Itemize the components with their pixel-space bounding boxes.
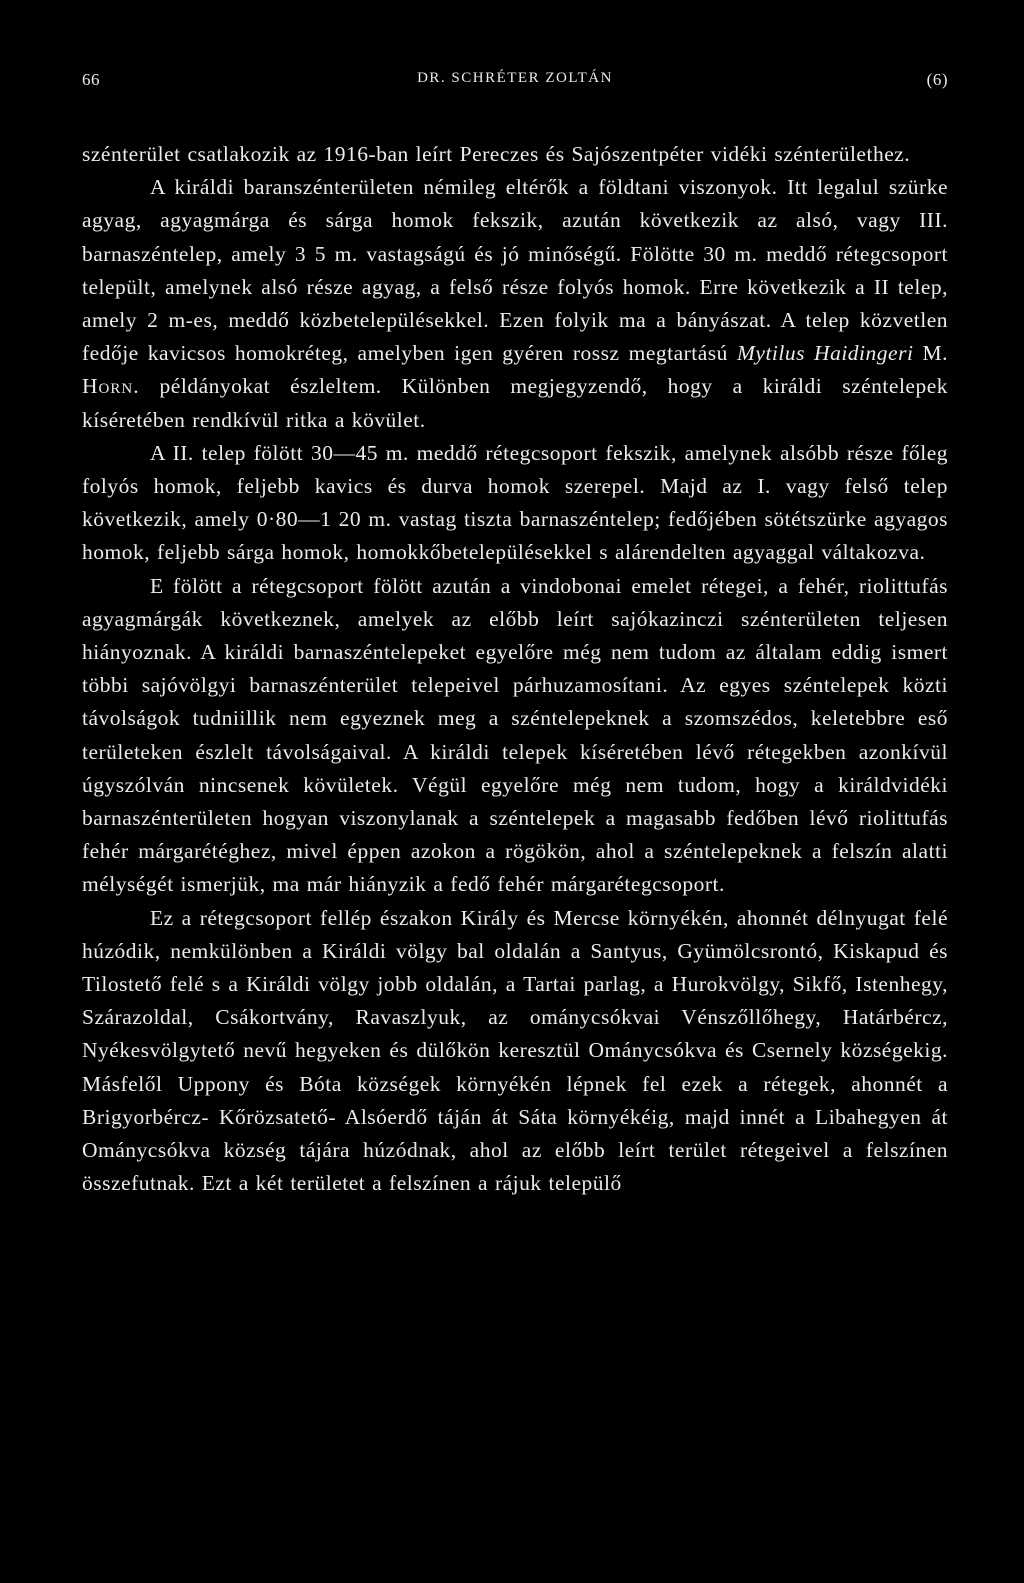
page-number: 66 [82,70,100,89]
paragraph: Ez a rétegcsoport fellép északon Király és Mercse környékén, ahonnét délnyugat felé húzódik, nemkülönben a Királdi völgy bal oldalán a Santyus, Gyümölcsrontó, Kiskapud és Tilostető felé s a Királdi völgy jobb oldalán, a Tartai parlag, a Hurokvölgy, Sikfő, Istenhegy, Szárazoldal, Csákortvány, Ravaszlyuk, az ománycsókvai Vénszőllőhegy, Határbércz, Nyékesvölgytető nevű hegyeken és dülőkön keresztül Ománycsókva és Csernely községekig. Másfelől Uppony és Bóta községek környékén lépnek fel ezek a rétegek, ahonnét a Brigyorbércz- Kőrözsatető- Alsóerdő táján át Sáta környékéig, majd innét a Libahegyen át Ománycsókva község tájára húzódnak, ahol az előbb leírt terület rétegeivel a felszínen összefutnak. Ezt a két területet a felszínen a rájuk települő [82,905,948,1196]
species-name: Mytilus Haidingeri [737,341,914,366]
paragraph-text: példányokat észleltem. Különben megjegyzendő, hogy a királdi széntelepek kíséretében rendkívül ritka a kövület. [82,374,948,432]
author-abbreviation: Horn. [82,374,140,399]
paragraph-text: A királdi baranszénterületen némileg eltérők a földtani viszonyok. Itt legalul szürke agyag, agyagmárga és sárga homok fekszik, azután következik az alsó, vagy III. barnaszéntelep, amely 3 5 m. vastagságú és jó minőségű. Fölötte 30 m. meddő rétegcsoport települt, amelynek alsó része agyag, a felső része folyós homok. Erre következik a II telep, amely 2 m-es, meddő közbetelepülésekkel. Ezen folyik ma a bányászat. A telep közvetlen fedője kavicsos homokréteg, amelyben igen gyéren rossz megtartású [82,175,948,366]
paragraph: A II. telep fölött 30—45 m. meddő rétegcsoport fekszik, amelynek alsóbb része főleg folyós homok, feljebb kavics és durva homok szerepel. Majd az I. vagy felső telep következik, amely 0·80—1 20 m. vastag tiszta barnaszéntelep; fedőjében sötétszürke agyagos homok, feljebb sárga homok, homokkőbetelepülésekkel s alárendelten agyaggal váltakozva. [82,440,948,565]
body-text [82,138,948,1201]
paragraph: szénterület csatlakozik az 1916-ban leírt Pereczes és Sajószentpéter vidéki szénterülethez. [82,142,911,166]
paragraph [82,171,948,437]
section-number: (6) [926,70,948,89]
running-author: DR. SCHRÉTER ZOLTÁN [417,70,613,86]
paragraph-text: M. [913,341,948,366]
running-header [82,70,948,94]
paragraph: E fölött a rétegcsoport fölött azután a vindobonai emelet rétegei, a fehér, riolittufás agyagmárgák következnek, amelyek az előbb leírt sajókazinczi szénterületen teljesen hiányoznak. A királdi barnaszéntelepeket egyelőre még nem tudom az általam eddig ismert többi sajóvölgyi barnaszénterület telepeivel párhuzamosítani. Az egyes széntelepek közti távolságok tudniillik nem egyeznek meg a széntelepeknek a szomszédos, keletebbre eső területeken észlelt távolságaival. A királdi telepek kíséretében lévő rétegekben azonkívül úgyszólván nincsenek kövületek. Végül egyelőre még nem tudom, hogy a királdvidéki barnaszénterületen hogyan viszonylanak a széntelepek a magasabb fedőben lévő riolittufás fehér márgarétéghez, mivel éppen azokon a rögökön, ahol a széntelepeknek a felszín alatti mélységét ismerjük, ma már hiányzik a fedő fehér márgarétegcsoport. [82,573,948,897]
